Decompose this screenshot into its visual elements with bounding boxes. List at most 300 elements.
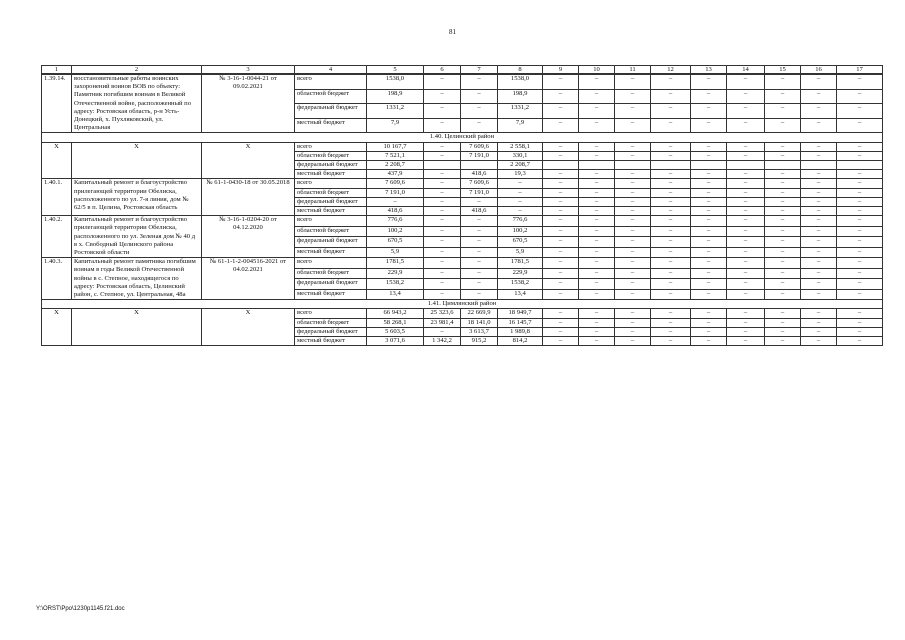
value-cell: –	[651, 151, 691, 160]
value-cell: –	[727, 89, 765, 104]
entry-name: Капитальный ремонт и благоустройство прилегающей территории Обелиска, расположенного по ул. Зеленая дом № 40 д в х. Свободный Целинского района Ростовской области	[72, 216, 202, 258]
value-cell: –	[651, 104, 691, 119]
budget-label: областной бюджет	[295, 268, 367, 279]
value-cell: 229,9	[498, 268, 543, 279]
value-cell: –	[765, 247, 801, 258]
value-cell: –	[801, 89, 837, 104]
value-cell: –	[579, 327, 615, 336]
value-cell: –	[543, 170, 579, 179]
value-cell: –	[651, 309, 691, 318]
value-cell: 23 981,4	[424, 318, 461, 327]
value-cell: 18 949,7	[498, 309, 543, 318]
value-cell: –	[651, 207, 691, 216]
column-number: 3	[202, 66, 295, 74]
value-cell: –	[461, 279, 498, 290]
value-cell: –	[837, 118, 883, 133]
value-cell: –	[691, 188, 727, 197]
value-cell: 7 609,6	[367, 179, 424, 188]
value-cell: –	[837, 318, 883, 327]
value-cell: –	[801, 75, 837, 90]
value-cell: 1538,2	[498, 279, 543, 290]
entry-number: 1.40.3.	[42, 258, 72, 300]
value-cell: –	[461, 104, 498, 119]
value-cell: –	[727, 247, 765, 258]
value-cell: 1781,5	[498, 258, 543, 269]
value-cell: 66 943,2	[367, 309, 424, 318]
value-cell: –	[765, 104, 801, 119]
value-cell: –	[691, 179, 727, 188]
value-cell: –	[801, 268, 837, 279]
value-cell: –	[727, 207, 765, 216]
value-cell: 1538,0	[367, 75, 424, 90]
value-cell: –	[651, 226, 691, 237]
value-cell: 1 989,8	[498, 327, 543, 336]
section-row	[42, 133, 883, 142]
value-cell: –	[424, 118, 461, 133]
section-row	[42, 300, 883, 309]
value-cell: 198,9	[367, 89, 424, 104]
value-cell	[801, 161, 837, 170]
value-cell: –	[615, 75, 651, 90]
value-cell: 5,9	[498, 247, 543, 258]
value-cell: –	[765, 207, 801, 216]
value-cell: –	[837, 197, 883, 206]
budget-label: федеральный бюджет	[295, 197, 367, 206]
value-cell: –	[424, 170, 461, 179]
budget-label: федеральный бюджет	[295, 237, 367, 248]
value-cell: 7 191,0	[461, 151, 498, 160]
value-cell: –	[691, 197, 727, 206]
value-cell: –	[615, 188, 651, 197]
value-cell: –	[651, 279, 691, 290]
budget-label: федеральный бюджет	[295, 161, 367, 170]
value-cell: –	[543, 226, 579, 237]
value-cell: –	[461, 197, 498, 206]
value-cell: –	[837, 104, 883, 119]
budget-label: местный бюджет	[295, 118, 367, 133]
value-cell	[691, 161, 727, 170]
value-cell: –	[727, 142, 765, 151]
value-cell: –	[765, 318, 801, 327]
value-cell: –	[579, 197, 615, 206]
value-cell: –	[543, 279, 579, 290]
value-cell: 814,2	[498, 337, 543, 346]
value-cell: –	[837, 237, 883, 248]
value-cell: 10 167,7	[367, 142, 424, 151]
value-cell: 776,6	[367, 216, 424, 227]
table-row	[42, 142, 883, 151]
value-cell: –	[615, 268, 651, 279]
value-cell: –	[579, 118, 615, 133]
value-cell: –	[691, 318, 727, 327]
value-cell: –	[424, 188, 461, 197]
value-cell: –	[837, 268, 883, 279]
value-cell: 100,2	[498, 226, 543, 237]
entry-document: № 61-1-0430-18 от 30.05.2018	[202, 179, 295, 216]
table-row	[42, 216, 883, 227]
budget-label: местный бюджет	[295, 207, 367, 216]
value-cell: –	[651, 188, 691, 197]
value-cell: –	[727, 237, 765, 248]
value-cell: –	[651, 197, 691, 206]
value-cell: 1538,2	[367, 279, 424, 290]
value-cell: –	[461, 268, 498, 279]
value-cell: –	[727, 151, 765, 160]
value-cell: –	[615, 142, 651, 151]
value-cell: –	[837, 247, 883, 258]
value-cell: –	[424, 237, 461, 248]
entry-document: № 3-16-1-0044-21 от 09.02.2021	[202, 75, 295, 133]
value-cell: –	[615, 337, 651, 346]
value-cell: –	[498, 207, 543, 216]
value-cell: –	[727, 118, 765, 133]
value-cell: –	[579, 104, 615, 119]
value-cell: –	[615, 279, 651, 290]
column-number: 12	[651, 66, 691, 74]
column-number: 16	[801, 66, 837, 74]
file-path-footer: Y:\ORST\Ppo\1230p1145.f21.doc	[36, 606, 125, 612]
value-cell: –	[727, 170, 765, 179]
budget-label: местный бюджет	[295, 170, 367, 179]
value-cell: –	[615, 207, 651, 216]
value-cell: 58 268,1	[367, 318, 424, 327]
value-cell: –	[801, 258, 837, 269]
value-cell: –	[801, 188, 837, 197]
value-cell: –	[691, 142, 727, 151]
value-cell: –	[801, 226, 837, 237]
value-cell: –	[579, 179, 615, 188]
value-cell: –	[651, 318, 691, 327]
value-cell: –	[424, 327, 461, 336]
value-cell: –	[461, 226, 498, 237]
value-cell: 2 558,1	[498, 142, 543, 151]
value-cell: 418,6	[461, 207, 498, 216]
value-cell: –	[543, 337, 579, 346]
table-row	[42, 75, 883, 90]
value-cell: 7 191,0	[461, 188, 498, 197]
value-cell: –	[615, 226, 651, 237]
value-cell: –	[615, 216, 651, 227]
value-cell: –	[691, 268, 727, 279]
value-cell: –	[837, 337, 883, 346]
value-cell: –	[579, 142, 615, 151]
value-cell: –	[543, 188, 579, 197]
value-cell: –	[691, 118, 727, 133]
value-cell	[651, 161, 691, 170]
value-cell: –	[367, 197, 424, 206]
value-cell: –	[651, 268, 691, 279]
value-cell: 100,2	[367, 226, 424, 237]
value-cell: –	[543, 258, 579, 269]
value-cell: –	[543, 75, 579, 90]
value-cell: –	[579, 89, 615, 104]
value-cell: –	[615, 237, 651, 248]
value-cell: 13,4	[367, 289, 424, 300]
value-cell: –	[765, 337, 801, 346]
value-cell: –	[651, 289, 691, 300]
value-cell: –	[691, 337, 727, 346]
value-cell: –	[543, 216, 579, 227]
value-cell: –	[424, 197, 461, 206]
value-cell: –	[801, 216, 837, 227]
value-cell: 7 521,1	[367, 151, 424, 160]
column-number: 10	[579, 66, 615, 74]
value-cell: –	[765, 216, 801, 227]
column-number: 15	[765, 66, 801, 74]
value-cell: –	[727, 289, 765, 300]
value-cell: –	[461, 247, 498, 258]
value-cell: –	[691, 289, 727, 300]
value-cell: –	[837, 179, 883, 188]
budget-label: областной бюджет	[295, 318, 367, 327]
value-cell: –	[801, 289, 837, 300]
value-cell: –	[727, 318, 765, 327]
value-cell: –	[579, 226, 615, 237]
value-cell: –	[837, 188, 883, 197]
value-cell: –	[543, 207, 579, 216]
value-cell: –	[727, 337, 765, 346]
value-cell: –	[579, 318, 615, 327]
value-cell: –	[579, 207, 615, 216]
entry-document: № 3-16-1-0204-20 от 04.12.2020	[202, 216, 295, 258]
value-cell: –	[615, 151, 651, 160]
value-cell: –	[424, 258, 461, 269]
value-cell: –	[765, 118, 801, 133]
value-cell: –	[801, 237, 837, 248]
value-cell: –	[543, 247, 579, 258]
column-number: 4	[295, 66, 367, 74]
value-cell: –	[651, 89, 691, 104]
value-cell: –	[424, 104, 461, 119]
budget-label: федеральный бюджет	[295, 327, 367, 336]
section-title: 1.40. Целинский район	[42, 133, 883, 142]
value-cell: –	[579, 216, 615, 227]
value-cell: –	[615, 179, 651, 188]
value-cell: –	[543, 118, 579, 133]
entry-document: Х	[202, 309, 295, 346]
budget-label: всего	[295, 75, 367, 90]
column-number: 2	[72, 66, 202, 74]
entry-document: № 61-1-1-2-004516-2021 от 04.02.2021	[202, 258, 295, 300]
value-cell: –	[498, 179, 543, 188]
value-cell: –	[651, 75, 691, 90]
value-cell: –	[765, 197, 801, 206]
value-cell: –	[651, 337, 691, 346]
budget-label: местный бюджет	[295, 247, 367, 258]
value-cell: –	[691, 75, 727, 90]
column-number: 6	[424, 66, 461, 74]
value-cell: –	[615, 289, 651, 300]
value-cell: 418,6	[367, 207, 424, 216]
value-cell: –	[424, 75, 461, 90]
value-cell: –	[801, 151, 837, 160]
table-row	[42, 179, 883, 188]
value-cell: –	[727, 268, 765, 279]
value-cell: 16 145,7	[498, 318, 543, 327]
value-cell: 2 208,7	[498, 161, 543, 170]
value-cell: –	[801, 337, 837, 346]
value-cell: –	[837, 75, 883, 90]
value-cell: –	[651, 327, 691, 336]
entry-number: 1.39.14.	[42, 75, 72, 133]
value-cell: –	[691, 327, 727, 336]
value-cell: –	[424, 247, 461, 258]
value-cell: –	[424, 151, 461, 160]
value-cell	[579, 161, 615, 170]
budget-label: федеральный бюджет	[295, 279, 367, 290]
value-cell: –	[615, 89, 651, 104]
value-cell: 7,9	[498, 118, 543, 133]
budget-label: местный бюджет	[295, 289, 367, 300]
column-number-row	[42, 66, 883, 74]
value-cell: –	[765, 268, 801, 279]
value-cell: –	[461, 75, 498, 90]
value-cell: –	[801, 179, 837, 188]
value-cell: –	[615, 170, 651, 179]
value-cell: –	[727, 258, 765, 269]
value-cell: –	[765, 237, 801, 248]
value-cell: –	[837, 89, 883, 104]
value-cell: –	[727, 226, 765, 237]
value-cell: –	[727, 104, 765, 119]
value-cell: –	[579, 237, 615, 248]
value-cell: 670,5	[498, 237, 543, 248]
value-cell: 25 323,6	[424, 309, 461, 318]
budget-label: местный бюджет	[295, 337, 367, 346]
value-cell: –	[543, 268, 579, 279]
value-cell: –	[765, 151, 801, 160]
value-cell: 5 603,5	[367, 327, 424, 336]
entry-document: Х	[202, 142, 295, 179]
value-cell: 5,9	[367, 247, 424, 258]
budget-label: областной бюджет	[295, 188, 367, 197]
budget-label: областной бюджет	[295, 151, 367, 160]
value-cell: –	[837, 170, 883, 179]
value-cell: –	[765, 75, 801, 90]
value-cell: –	[801, 170, 837, 179]
value-cell: 7,9	[367, 118, 424, 133]
value-cell: –	[727, 188, 765, 197]
entry-name: восстановительные работы воинских захоронений воинов ВОВ по объекту: Памятник погибшим воинам в Великой Отечественной войне, расположенный по адресу: Ростовская область, р-н Усть-Донецкий, х. Пухляковский, ул. Центральная	[72, 75, 202, 133]
value-cell: –	[543, 142, 579, 151]
value-cell: –	[424, 279, 461, 290]
value-cell	[461, 161, 498, 170]
value-cell: –	[765, 188, 801, 197]
section-title: 1.41. Цимлянский район	[42, 300, 883, 309]
value-cell: –	[579, 188, 615, 197]
value-cell: –	[543, 151, 579, 160]
entry-name: Капитальный ремонт и благоустройство прилегающей территории Обелиска, расположенного по ул. 7-я линия, дом № 62/5 в п. Целина, Ростовская область	[72, 179, 202, 216]
value-cell: –	[837, 289, 883, 300]
value-cell: 19,3	[498, 170, 543, 179]
value-cell: –	[461, 289, 498, 300]
value-cell: 2 208,7	[367, 161, 424, 170]
value-cell: 776,6	[498, 216, 543, 227]
value-cell: –	[579, 170, 615, 179]
value-cell: –	[837, 216, 883, 227]
value-cell: –	[837, 226, 883, 237]
budget-label: всего	[295, 258, 367, 269]
value-cell	[424, 161, 461, 170]
budget-label: всего	[295, 142, 367, 151]
value-cell	[765, 161, 801, 170]
value-cell: –	[651, 170, 691, 179]
value-cell: –	[424, 207, 461, 216]
entry-number: 1.40.1.	[42, 179, 72, 216]
column-number: 14	[727, 66, 765, 74]
value-cell: –	[543, 309, 579, 318]
value-cell: –	[691, 226, 727, 237]
value-cell: –	[691, 89, 727, 104]
value-cell: –	[651, 179, 691, 188]
value-cell: 229,9	[367, 268, 424, 279]
value-cell: –	[837, 151, 883, 160]
value-cell: –	[727, 279, 765, 290]
value-cell: –	[691, 207, 727, 216]
value-cell: –	[461, 89, 498, 104]
value-cell: –	[579, 289, 615, 300]
value-cell: –	[651, 142, 691, 151]
value-cell: –	[691, 279, 727, 290]
value-cell: –	[579, 75, 615, 90]
value-cell: –	[801, 309, 837, 318]
value-cell: –	[765, 226, 801, 237]
value-cell: –	[801, 118, 837, 133]
value-cell: –	[615, 247, 651, 258]
value-cell: –	[727, 327, 765, 336]
value-cell: 330,1	[498, 151, 543, 160]
value-cell: 7 191,0	[367, 188, 424, 197]
value-cell: –	[727, 309, 765, 318]
budget-label: федеральный бюджет	[295, 104, 367, 119]
value-cell: –	[579, 268, 615, 279]
value-cell: –	[691, 151, 727, 160]
value-cell: –	[498, 188, 543, 197]
value-cell: –	[727, 216, 765, 227]
value-cell: –	[424, 268, 461, 279]
value-cell: –	[651, 216, 691, 227]
value-cell: –	[801, 207, 837, 216]
value-cell: –	[801, 142, 837, 151]
value-cell	[543, 161, 579, 170]
value-cell: –	[579, 309, 615, 318]
value-cell: 670,5	[367, 237, 424, 248]
value-cell: 3 071,6	[367, 337, 424, 346]
value-cell	[727, 161, 765, 170]
value-cell: –	[765, 289, 801, 300]
value-cell: –	[727, 179, 765, 188]
value-cell: –	[651, 237, 691, 248]
column-number: 5	[367, 66, 424, 74]
value-cell: 915,2	[461, 337, 498, 346]
entry-number: 1.40.2.	[42, 216, 72, 258]
value-cell: –	[801, 197, 837, 206]
value-cell: –	[615, 104, 651, 119]
value-cell: –	[691, 309, 727, 318]
value-cell: 1538,0	[498, 75, 543, 90]
value-cell: –	[424, 179, 461, 188]
value-cell: –	[543, 327, 579, 336]
value-cell: –	[765, 89, 801, 104]
value-cell: –	[727, 75, 765, 90]
entry-number: Х	[42, 142, 72, 179]
budget-label: всего	[295, 179, 367, 188]
value-cell: –	[543, 179, 579, 188]
value-cell: –	[615, 327, 651, 336]
value-cell: –	[543, 89, 579, 104]
value-cell: –	[801, 247, 837, 258]
value-cell: –	[543, 197, 579, 206]
